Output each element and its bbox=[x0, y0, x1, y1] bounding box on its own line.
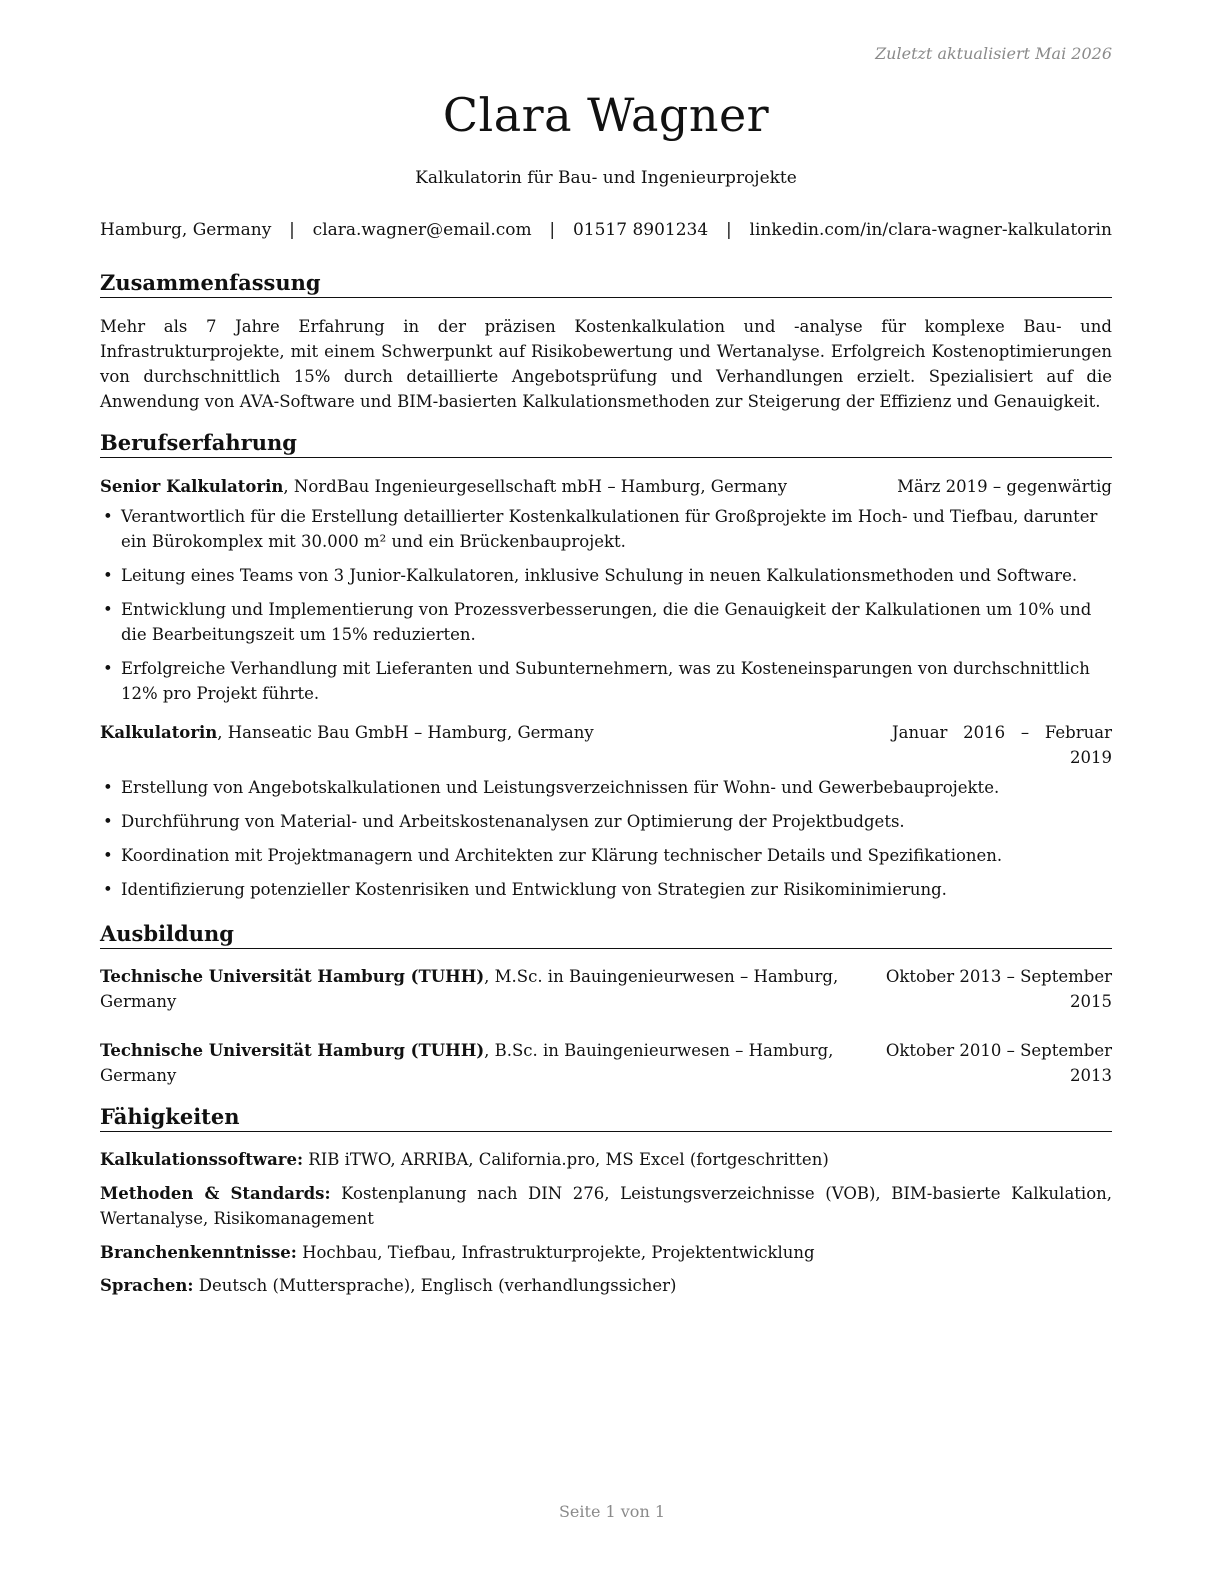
skill-value: Hochbau, Tiefbau, Infrastrukturprojekte, Projektentwicklung bbox=[296, 1243, 815, 1262]
skill-label: Methoden & Standards: bbox=[100, 1184, 331, 1203]
education-degree: , M.Sc. in Bauingenieurwesen – Hamburg, bbox=[484, 967, 839, 986]
skill-label: Sprachen: bbox=[100, 1276, 194, 1295]
list-item: • Verantwortlich für die Erstellung detaillierter Kostenkalkulationen für Großprojekte im Hoch- und Tiefbau, darunter ein Bürokomplex mit 30.000 m² und ein Brückenbauprojekt. bbox=[100, 504, 1112, 554]
skill-row bbox=[100, 1147, 1112, 1172]
education-school: Technische Universität Hamburg (TUHH) bbox=[100, 967, 485, 986]
education-entry bbox=[100, 1038, 1112, 1088]
summary-text: Mehr als 7 Jahre Erfahrung in der präzisen Kostenkalkulation und -analyse für komplexe Bau- und Infrastrukturprojekte, mit einem Schwerpunkt auf Risikobewertung und Wertanalyse. Erfolgreich Kostenoptimierungen von durchschnittlich 15% durch detaillierte Angebotsprüfung und Verhandlungen erzielt. Spezialisiert auf die Anwendung von AVA-Software und BIM-basierten Kalkulationsmethoden zur Steigerung der Effizienz und Genauigkeit. bbox=[100, 317, 1112, 411]
job-header bbox=[100, 720, 1112, 767]
section-title-education: Ausbildung bbox=[100, 921, 1112, 949]
education-location: Germany bbox=[100, 1066, 177, 1085]
contact-email[interactable]: clara.wagner@email.com bbox=[312, 220, 532, 240]
job-dates: Januar 2016 – Februar 2019 bbox=[892, 723, 1112, 767]
list-item: • Identifizierung potenzieller Kostenrisiken und Entwicklung von Strategien zur Risikominimierung. bbox=[100, 877, 1112, 902]
section-title-skills: Fähigkeiten bbox=[100, 1104, 1112, 1132]
skill-value: RIB iTWO, ARRIBA, California.pro, MS Excel (fortgeschritten) bbox=[303, 1150, 829, 1169]
section-title-summary: Zusammenfassung bbox=[100, 270, 1112, 298]
education-dates: Oktober 2013 – September bbox=[885, 967, 1112, 986]
contact-line bbox=[100, 220, 1112, 240]
page-footer: Seite 1 von 1 bbox=[558, 1502, 666, 1521]
skill-value: Deutsch (Muttersprache), Englisch (verhandlungssicher) bbox=[193, 1276, 677, 1295]
skill-row bbox=[100, 1273, 1112, 1298]
list-item: • Leitung eines Teams von 3 Junior-Kalkulatoren, inklusive Schulung in neuen Kalkulationsmethoden und Software. bbox=[100, 563, 1112, 588]
contact-separator: | bbox=[549, 220, 556, 240]
list-item: • Entwicklung und Implementierung von Prozessverbesserungen, die die Genauigkeit der Kalkulationen um 10% und die Bearbeitungszeit um 15% reduzierten. bbox=[100, 597, 1112, 647]
last-updated-note: Zuletzt aktualisiert Mai 2026 bbox=[875, 44, 1112, 63]
education-dates: Oktober 2010 – September bbox=[885, 1041, 1112, 1060]
candidate-name: Clara Wagner bbox=[442, 88, 770, 142]
list-item: • Erstellung von Angebotskalkulationen und Leistungsverzeichnissen für Wohn- und Gewerbebauprojekte. bbox=[100, 775, 1112, 800]
section-title-experience: Berufserfahrung bbox=[100, 430, 1112, 458]
education-dates-end: 2015 bbox=[1070, 992, 1112, 1011]
education-dates-end: 2013 bbox=[1070, 1066, 1112, 1085]
job-role: Senior Kalkulatorin bbox=[100, 477, 284, 496]
education-degree: , B.Sc. in Bauingenieurwesen – Hamburg, bbox=[484, 1041, 834, 1060]
job-header bbox=[100, 474, 1112, 499]
job-dates: März 2019 – gegenwärtig bbox=[897, 477, 1112, 496]
skill-label: Branchenkenntnisse: bbox=[100, 1243, 297, 1262]
skill-row bbox=[100, 1181, 1112, 1231]
skill-value: Kostenplanung nach DIN 276, Leistungsverzeichnisse (VOB), BIM-basierte Kalkulation, Wertanalyse, Risikomanagement bbox=[100, 1184, 1113, 1228]
skill-row bbox=[100, 1240, 1112, 1265]
list-item: • Koordination mit Projektmanagern und Architekten zur Klärung technischer Details und Spezifikationen. bbox=[100, 843, 1112, 868]
job-company: , Hanseatic Bau GmbH – Hamburg, Germany bbox=[217, 723, 594, 742]
list-item: • Erfolgreiche Verhandlung mit Lieferanten und Subunternehmern, was zu Kosteneinsparungen von durchschnittlich 12% pro Projekt führte. bbox=[100, 656, 1112, 706]
list-item: • Durchführung von Material- und Arbeitskostenanalysen zur Optimierung der Projektbudgets. bbox=[100, 809, 1112, 834]
contact-separator: | bbox=[725, 220, 732, 240]
education-entry bbox=[100, 964, 1112, 1014]
candidate-subtitle: Kalkulatorin für Bau- und Ingenieurprojekte bbox=[415, 168, 797, 188]
contact-phone: 01517 8901234 bbox=[572, 220, 709, 240]
contact-linkedin[interactable]: linkedin.com/in/clara-wagner-kalkulatorin bbox=[749, 220, 1112, 240]
education-school: Technische Universität Hamburg (TUHH) bbox=[100, 1041, 485, 1060]
skill-label: Kalkulationssoftware: bbox=[100, 1150, 304, 1169]
education-location: Germany bbox=[100, 992, 177, 1011]
job-bullets bbox=[100, 504, 1112, 715]
contact-separator: | bbox=[289, 220, 295, 240]
contact-location: Hamburg, Germany bbox=[100, 220, 272, 240]
job-role: Kalkulatorin bbox=[100, 723, 218, 742]
job-bullets bbox=[100, 775, 1112, 911]
job-company: , NordBau Ingenieurgesellschaft mbH – Hamburg, Germany bbox=[283, 477, 788, 496]
